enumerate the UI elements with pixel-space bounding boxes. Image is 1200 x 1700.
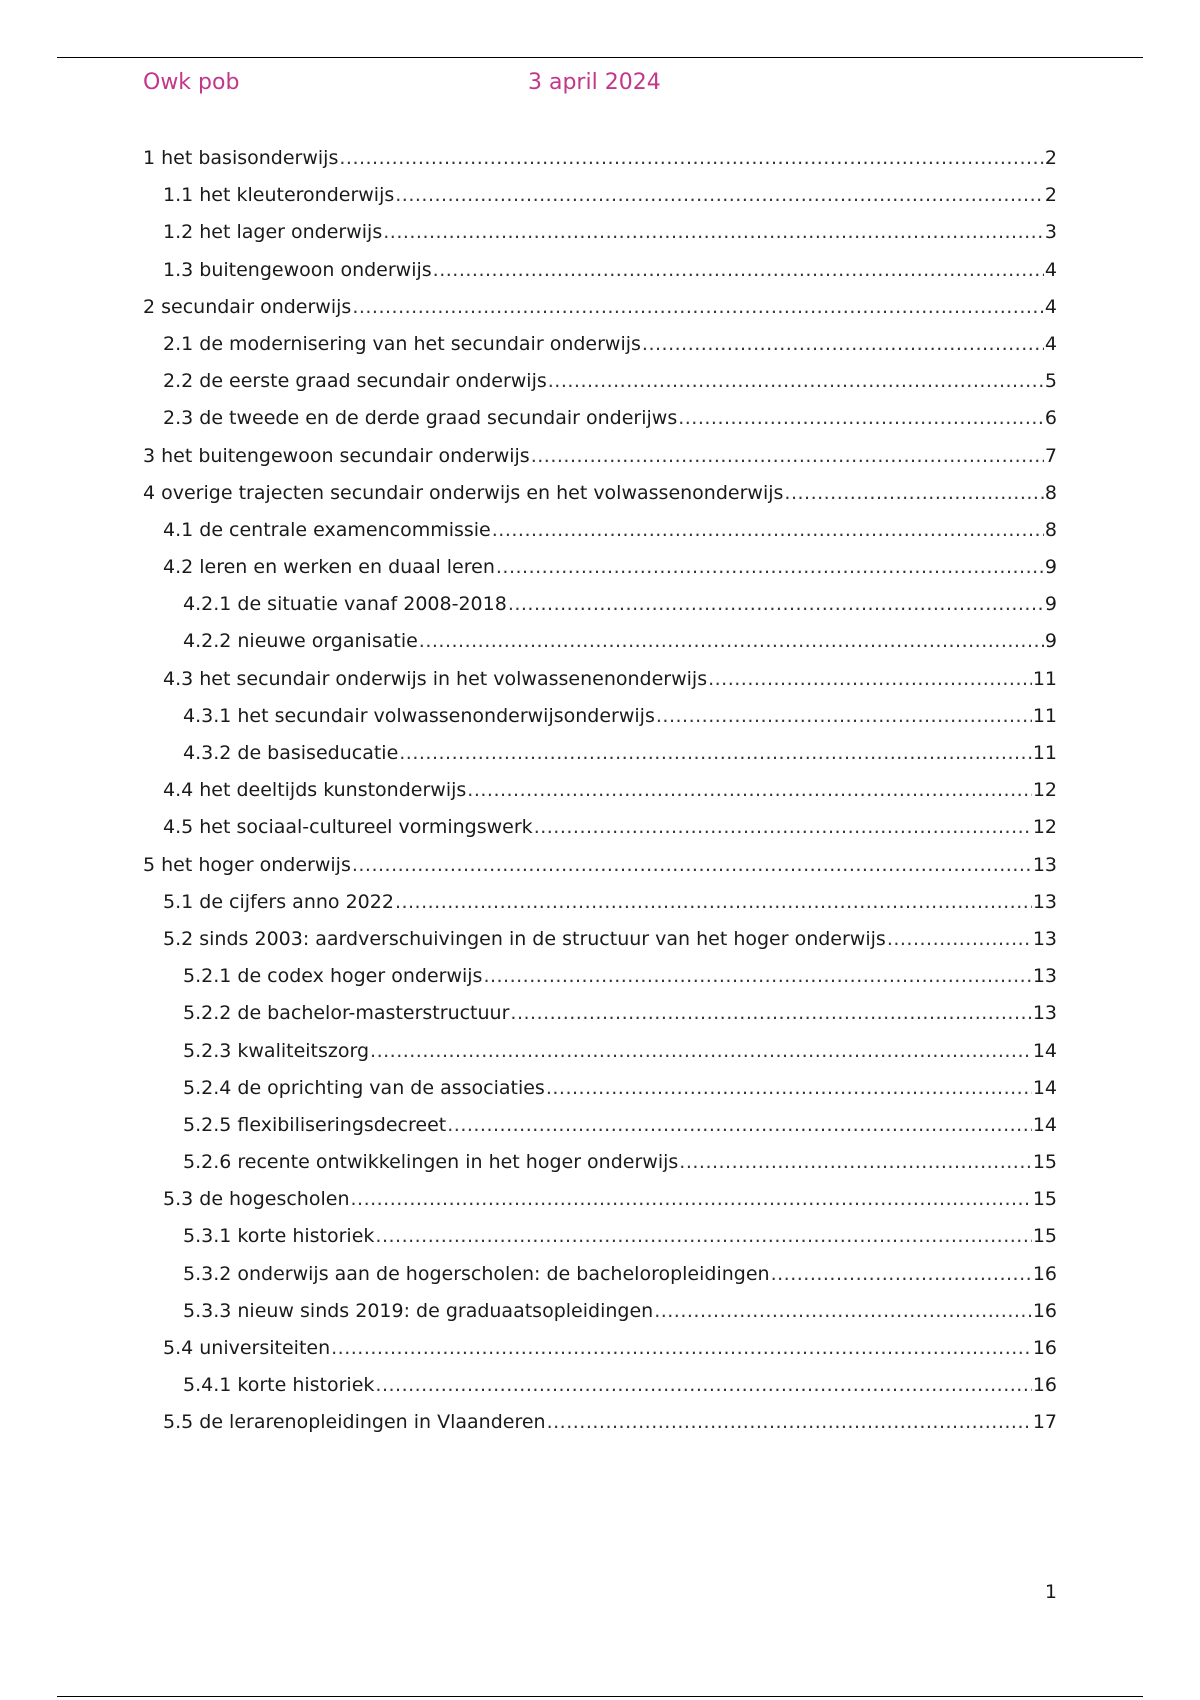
toc-dot-leader (383, 221, 1044, 243)
toc-entry-page: 9 (1044, 630, 1057, 653)
toc-entry-title: 1.1 het kleuteronderwijs (163, 184, 395, 207)
toc-dot-leader (419, 630, 1044, 652)
page-number: 1 (1044, 1581, 1057, 1603)
toc-entry[interactable] (143, 854, 1057, 891)
toc-entry[interactable] (143, 1188, 1057, 1225)
toc-entry[interactable] (143, 296, 1057, 333)
toc-entry[interactable] (143, 1002, 1057, 1039)
toc-dot-leader (433, 259, 1044, 281)
toc-entry-page: 4 (1044, 332, 1057, 355)
toc-dot-leader (508, 593, 1044, 615)
toc-entry-page: 8 (1044, 481, 1057, 504)
toc-entry-title: 4.3.1 het secundair volwassenonderwijsonderwijs (183, 704, 655, 727)
toc-entry-title: 5.3.1 korte historiek (183, 1225, 375, 1248)
toc-entry-title: 4 overige trajecten secundair onderwijs en het volwassenonderwijs (143, 481, 784, 504)
header-date: 3 april 2024 (528, 70, 661, 95)
toc-entry-page: 13 (1032, 965, 1057, 988)
toc-entry-title: 2.1 de modernisering van het secundair onderwijs (163, 332, 641, 355)
header-course-title: Owk pob (143, 70, 240, 95)
toc-entry-title: 5.3.2 onderwijs aan de hogerscholen: de bacheloropleidingen (183, 1262, 770, 1285)
toc-entry-page: 3 (1044, 221, 1057, 244)
toc-dot-leader (352, 296, 1044, 318)
toc-entry[interactable] (143, 593, 1057, 630)
toc-entry-title: 5.5 de lerarenopleidingen in Vlaanderen (163, 1411, 546, 1434)
toc-entry[interactable] (143, 1114, 1057, 1151)
toc-entry[interactable] (143, 816, 1057, 853)
toc-entry-title: 5 het hoger onderwijs (143, 853, 351, 876)
toc-entry[interactable] (143, 333, 1057, 370)
toc-entry-title: 4.4 het deeltijds kunstonderwijs (163, 779, 467, 802)
toc-entry[interactable] (143, 1225, 1057, 1262)
toc-dot-leader (784, 482, 1044, 504)
toc-entry-title: 4.1 de centrale examencommissie (163, 518, 491, 541)
toc-entry-page: 15 (1032, 1188, 1057, 1211)
toc-dot-leader (771, 1263, 1032, 1285)
toc-dot-leader (496, 556, 1044, 578)
toc-entry[interactable] (143, 705, 1057, 742)
toc-entry[interactable] (143, 1337, 1057, 1374)
toc-entry-page: 13 (1032, 927, 1057, 950)
toc-entry-page: 16 (1032, 1337, 1057, 1359)
toc-dot-leader (531, 445, 1044, 467)
toc-entry-title: 5.1 de cijfers anno 2022 (163, 890, 394, 913)
toc-entry[interactable] (143, 184, 1057, 221)
toc-dot-leader (654, 1300, 1032, 1322)
toc-entry-page: 6 (1044, 407, 1057, 430)
toc-entry[interactable] (143, 370, 1057, 407)
toc-dot-leader (375, 1374, 1031, 1396)
toc-entry-page: 9 (1044, 593, 1057, 616)
toc-entry-title: 5.4 universiteiten (163, 1337, 331, 1359)
toc-dot-leader (339, 147, 1044, 169)
toc-entry[interactable] (143, 965, 1057, 1002)
toc-entry[interactable] (143, 1263, 1057, 1300)
toc-dot-leader (678, 407, 1044, 429)
toc-entry[interactable] (143, 742, 1057, 779)
toc-entry-page: 14 (1032, 1113, 1057, 1136)
toc-dot-leader (331, 1337, 1032, 1359)
toc-entry[interactable] (143, 1374, 1057, 1411)
toc-entry-page: 2 (1044, 184, 1057, 207)
toc-entry-page: 9 (1044, 556, 1057, 579)
toc-entry-title: 2 secundair onderwijs (143, 295, 352, 318)
toc-entry-title: 4.2 leren en werken en duaal leren (163, 556, 495, 579)
toc-dot-leader (467, 779, 1032, 801)
toc-entry-page: 2 (1044, 147, 1057, 169)
toc-dot-leader (656, 705, 1032, 727)
toc-dot-leader (547, 1411, 1032, 1433)
toc-entry-page: 16 (1032, 1262, 1057, 1285)
toc-entry-page: 13 (1032, 1002, 1057, 1025)
toc-entry-page: 14 (1032, 1039, 1057, 1062)
toc-entry-title: 4.2.1 de situatie vanaf 2008-2018 (183, 593, 507, 616)
toc-entry-page: 13 (1032, 853, 1057, 876)
toc-entry-page: 15 (1032, 1225, 1057, 1248)
top-rule (57, 57, 1143, 58)
toc-entry-page: 11 (1032, 704, 1057, 727)
toc-dot-leader (679, 1151, 1032, 1173)
toc-dot-leader (546, 1077, 1032, 1099)
toc-entry[interactable] (143, 891, 1057, 928)
toc-entry-title: 5.2.6 recente ontwikkelingen in het hoger onderwijs (183, 1151, 679, 1174)
toc-dot-leader (395, 891, 1032, 913)
toc-dot-leader (399, 742, 1032, 764)
toc-dot-leader (642, 333, 1044, 355)
toc-entry[interactable] (143, 1411, 1057, 1448)
toc-entry-title: 4.3 het secundair onderwijs in het volwassenenonderwijs (163, 667, 708, 690)
toc-dot-leader (534, 816, 1032, 838)
toc-entry[interactable] (143, 1300, 1057, 1337)
toc-entry-page: 11 (1032, 667, 1057, 690)
toc-entry-title: 5.3.3 nieuw sinds 2019: de graduaatsopleidingen (183, 1299, 654, 1322)
toc-entry[interactable] (143, 407, 1057, 444)
toc-entry[interactable] (143, 445, 1057, 482)
toc-entry-page: 16 (1032, 1299, 1057, 1322)
toc-entry[interactable] (143, 668, 1057, 705)
toc-entry-title: 2.3 de tweede en de derde graad secundair onderijws (163, 407, 678, 430)
toc-entry-page: 8 (1044, 518, 1057, 541)
toc-entry-title: 4.3.2 de basiseducatie (183, 742, 399, 764)
toc-entry-title: 1.2 het lager onderwijs (163, 221, 383, 244)
toc-dot-leader (510, 1002, 1031, 1024)
toc-entry-page: 14 (1032, 1076, 1057, 1099)
toc-entry-page: 12 (1032, 779, 1057, 802)
toc-entry[interactable] (143, 1040, 1057, 1077)
toc-dot-leader (548, 370, 1044, 392)
toc-dot-leader (350, 1188, 1031, 1210)
toc-entry[interactable] (143, 519, 1057, 556)
toc-entry[interactable] (143, 221, 1057, 258)
toc-entry-page: 12 (1032, 816, 1057, 839)
toc-entry-title: 5.2.4 de oprichting van de associaties (183, 1076, 545, 1099)
toc-entry-title: 5.2 sinds 2003: aardverschuivingen in de structuur van het hoger onderwijs (163, 927, 886, 950)
toc-entry-title: 3 het buitengewoon secundair onderwijs (143, 444, 530, 467)
toc-dot-leader (395, 184, 1044, 206)
toc-entry[interactable] (143, 259, 1057, 296)
bottom-rule (57, 1696, 1143, 1697)
toc-dot-leader (352, 854, 1032, 876)
toc-entry-page: 17 (1032, 1411, 1057, 1434)
toc-entry-title: 5.2.5 flexibiliseringsdecreet (183, 1113, 447, 1136)
toc-entry-title: 1 het basisonderwijs (143, 147, 339, 169)
toc-entry-page: 15 (1032, 1151, 1057, 1174)
toc-entry-title: 5.4.1 korte historiek (183, 1374, 375, 1397)
toc-entry-page: 7 (1044, 444, 1057, 467)
toc-entry-title: 5.2.3 kwaliteitszorg (183, 1039, 370, 1062)
toc-dot-leader (887, 928, 1032, 950)
toc-entry-page: 11 (1032, 742, 1057, 764)
toc-entry-title: 4.2.2 nieuwe organisatie (183, 630, 418, 653)
toc-entry-title: 2.2 de eerste graad secundair onderwijs (163, 370, 547, 393)
toc-entry-title: 5.2.1 de codex hoger onderwijs (183, 965, 483, 988)
toc-entry-title: 4.5 het sociaal-cultureel vormingswerk (163, 816, 533, 839)
toc-entry[interactable] (143, 630, 1057, 667)
toc-entry[interactable] (143, 556, 1057, 593)
toc-entry-title: 5.3 de hogescholen (163, 1188, 350, 1211)
toc-entry[interactable] (143, 928, 1057, 965)
toc-dot-leader (708, 668, 1032, 690)
toc-entry[interactable] (143, 147, 1057, 184)
toc-entry-page: 4 (1044, 258, 1057, 281)
toc-entry-page: 13 (1032, 890, 1057, 913)
toc-dot-leader (375, 1225, 1031, 1247)
page-header (143, 70, 1057, 104)
toc-entry[interactable] (143, 482, 1057, 519)
toc-entry-page: 4 (1044, 295, 1057, 318)
table-of-contents (143, 147, 1057, 1449)
toc-dot-leader (370, 1040, 1032, 1062)
toc-dot-leader (483, 965, 1031, 987)
toc-entry[interactable] (143, 1151, 1057, 1188)
toc-entry-page: 16 (1032, 1374, 1057, 1397)
toc-entry[interactable] (143, 779, 1057, 816)
toc-entry-title: 5.2.2 de bachelor-masterstructuur (183, 1002, 510, 1025)
toc-dot-leader (447, 1114, 1032, 1136)
toc-entry-page: 5 (1044, 370, 1057, 393)
toc-entry[interactable] (143, 1077, 1057, 1114)
toc-dot-leader (492, 519, 1044, 541)
toc-entry-title: 1.3 buitengewoon onderwijs (163, 258, 432, 281)
